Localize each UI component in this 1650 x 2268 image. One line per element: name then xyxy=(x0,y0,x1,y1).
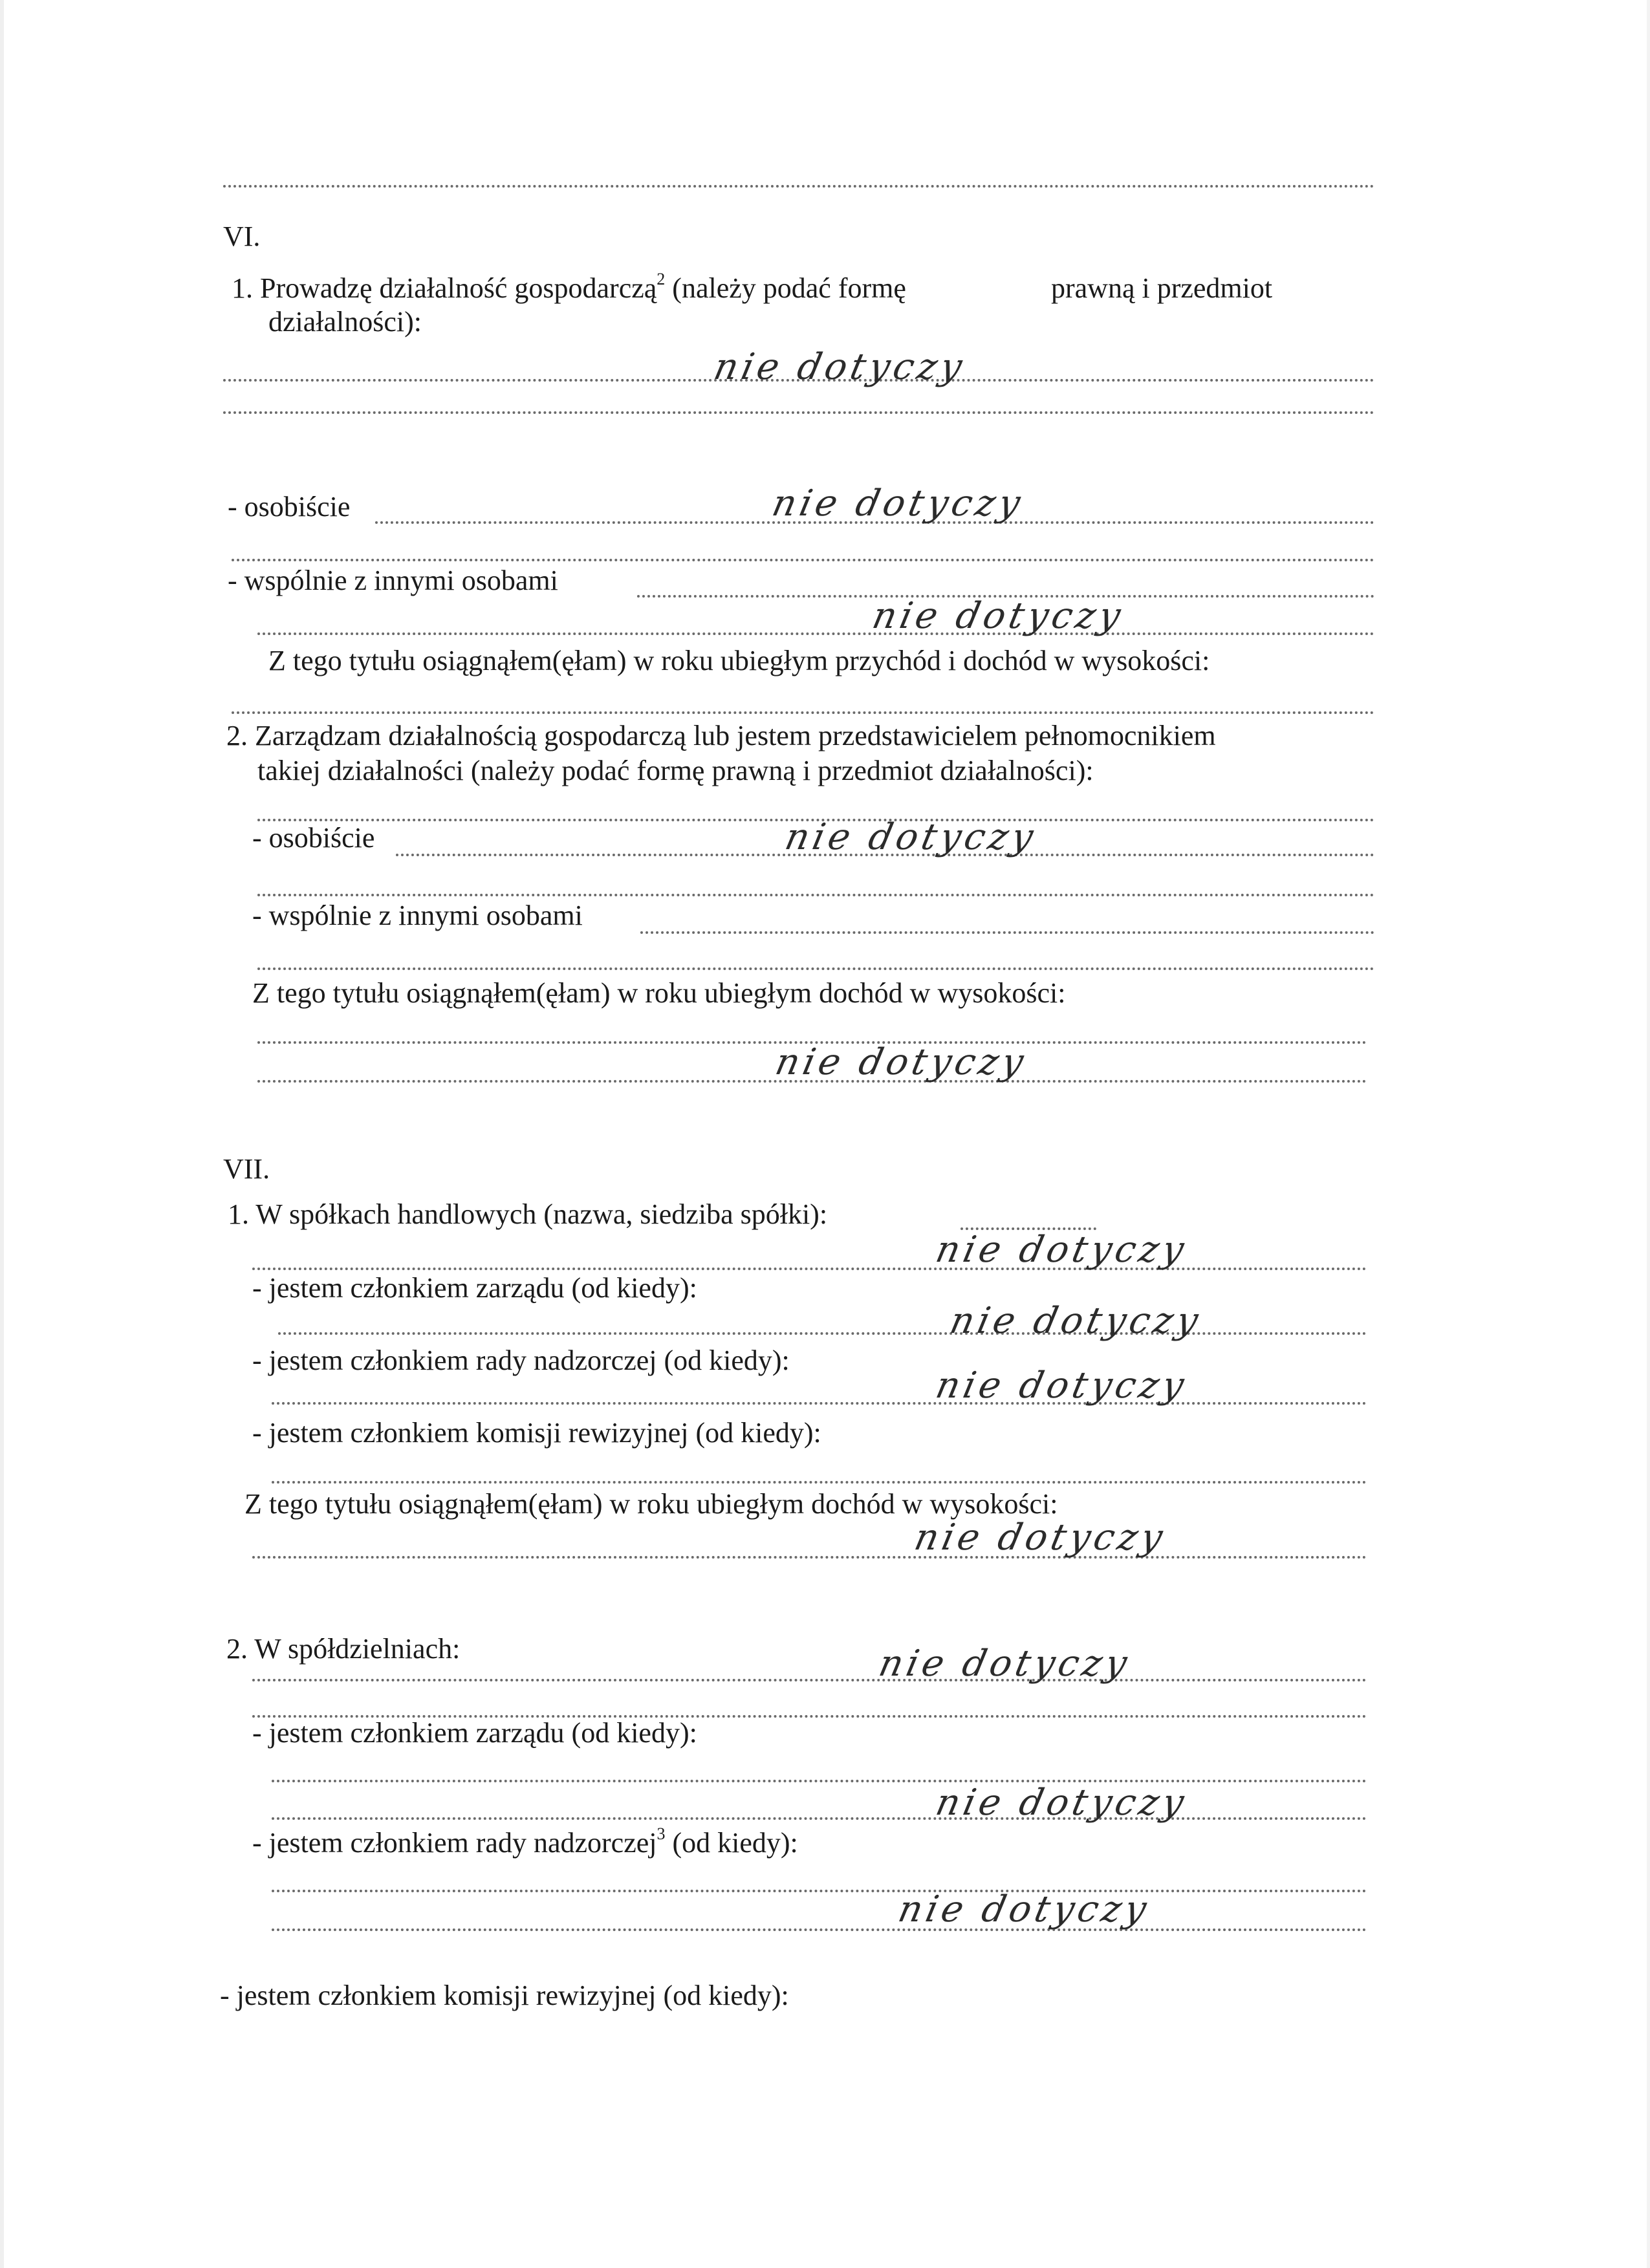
vii-item2-rada-label-a: - jestem członkiem rady nadzorczej xyxy=(252,1827,657,1859)
vi-item1-income-text: Z tego tytułu osiągnąłem(ęłam) w roku ubiegłym przychód i dochód w wysokości: xyxy=(268,645,1210,676)
vii-item1-text: W spółkach handlowych (nazwa, siedziba spółki): xyxy=(255,1198,828,1230)
vi-item1-income-dots xyxy=(232,711,1374,714)
scan-right-edge xyxy=(1647,0,1650,2268)
section-vii-heading: VII. xyxy=(223,1153,270,1185)
vi-wspolnie-answer: nie dotyczy xyxy=(869,595,1129,637)
scan-left-edge xyxy=(0,0,4,2268)
vii-item1-answer: nie dotyczy xyxy=(932,1229,1192,1271)
section-vi-heading: VI. xyxy=(223,221,261,252)
vii-item1-komisja-label: - jestem członkiem komisji rewizyjnej (od kiedy): xyxy=(252,1417,821,1449)
vii-item2-zarzad-dots-2 xyxy=(272,1817,1367,1820)
vii-item1-income-answer: nie dotyczy xyxy=(911,1517,1171,1559)
vi-item1-number: 1. xyxy=(232,272,253,304)
vi-item2-income-text: Z tego tytułu osiągnąłem(ęłam) w roku ubiegłym dochód w wysokości: xyxy=(252,977,1066,1009)
vii-item1-income-text: Z tego tytułu osiągnąłem(ęłam) w roku ubiegłym dochód w wysokości: xyxy=(244,1488,1058,1520)
vi-item2-number: 2. xyxy=(226,720,248,751)
vii-item1-zarzad-answer: nie dotyczy xyxy=(946,1300,1206,1342)
vii-item2-rada-label-b: (od kiedy): xyxy=(665,1827,798,1859)
vii-item1-rada-label: - jestem członkiem rady nadzorczej (od kiedy): xyxy=(252,1345,790,1376)
vi-item1-text-c: prawną i przedmiot xyxy=(1051,272,1273,304)
vii-item1-rada-answer: nie dotyczy xyxy=(932,1365,1192,1407)
vi-item2-line1 xyxy=(226,719,1216,753)
vii-item1-number: 1. xyxy=(228,1198,249,1230)
vii-item1-zarzad-label: - jestem członkiem zarządu (od kiedy): xyxy=(252,1272,697,1304)
vii-item2-dots-1 xyxy=(252,1679,1367,1681)
vi-item1-footnote: 2 xyxy=(657,270,666,289)
top-dotted-line xyxy=(223,185,1374,188)
vii-item2-footnote: 3 xyxy=(657,1824,666,1844)
vi-wspolnie-label: - wspólnie z innymi osobami xyxy=(228,565,558,596)
vi-item1-dotted-2 xyxy=(223,411,1374,414)
vi-osobiscie-answer: nie dotyczy xyxy=(768,482,1028,524)
vii-item1-dots-1 xyxy=(252,1268,1367,1270)
vi-item2-income-answer: nie dotyczy xyxy=(772,1041,1032,1083)
vii-item2-komisja-label: - jestem członkiem komisji rewizyjnej (od kiedy): xyxy=(220,1980,789,2011)
vi-osobiscie-dots-2 xyxy=(232,559,1374,561)
vi-item2-wspolnie-dots xyxy=(640,931,1374,934)
vii-item2-rada-line xyxy=(252,1826,798,1860)
vii-item1-komisja-dots xyxy=(272,1481,1367,1484)
vii-item2-rada-answer: nie dotyczy xyxy=(895,1888,1155,1930)
vi-item2-osobiscie-label: - osobiście xyxy=(252,822,375,854)
vii-item1-line xyxy=(228,1198,827,1231)
vi-item1-line2: działalności): xyxy=(268,306,422,338)
vii-item2-zarzad-answer: nie dotyczy xyxy=(932,1782,1192,1824)
vi-item2-dots-2 xyxy=(257,894,1374,896)
vii-item2-rada-dots-2 xyxy=(272,1928,1367,1931)
vii-item1-zarzad-dots xyxy=(278,1332,1367,1335)
vii-item2-zarzad-label: - jestem członkiem zarządu (od kiedy): xyxy=(252,1717,697,1749)
vii-item2-line xyxy=(226,1632,460,1666)
vii-item2-text: W spółdzielniach: xyxy=(254,1633,461,1665)
vii-item2-rada-dots-1 xyxy=(272,1890,1367,1892)
vii-item1-rada-dots xyxy=(272,1402,1367,1405)
vii-item1-income-dots xyxy=(252,1556,1367,1559)
vii-item2-number: 2. xyxy=(226,1633,248,1665)
vi-item1-answer: nie dotyczy xyxy=(710,346,970,388)
vii-item2-answer: nie dotyczy xyxy=(875,1643,1135,1685)
vi-wspolnie-dots-2 xyxy=(257,632,1374,635)
vi-item2-dots-3 xyxy=(257,967,1374,970)
vi-osobiscie-label: - osobiście xyxy=(228,491,351,523)
vi-item1-text-a: Prowadzę działalność gospodarczą xyxy=(260,272,657,304)
vi-item2-wspolnie-label: - wspólnie z innymi osobami xyxy=(252,900,583,931)
vii-item2-zarzad-dots-1 xyxy=(272,1780,1367,1782)
vi-item1-line1 xyxy=(232,272,906,305)
vi-item2-text-1: Zarządzam działalnością gospodarczą lub jestem przedstawicielem pełnomocnikiem xyxy=(255,720,1216,751)
vi-item2-line2: takiej działalności (należy podać formę prawną i przedmiot działalności): xyxy=(257,755,1094,786)
vi-item1-text-b: (należy podać formę xyxy=(665,272,906,304)
vi-item2-osobiscie-answer: nie dotyczy xyxy=(781,816,1041,858)
